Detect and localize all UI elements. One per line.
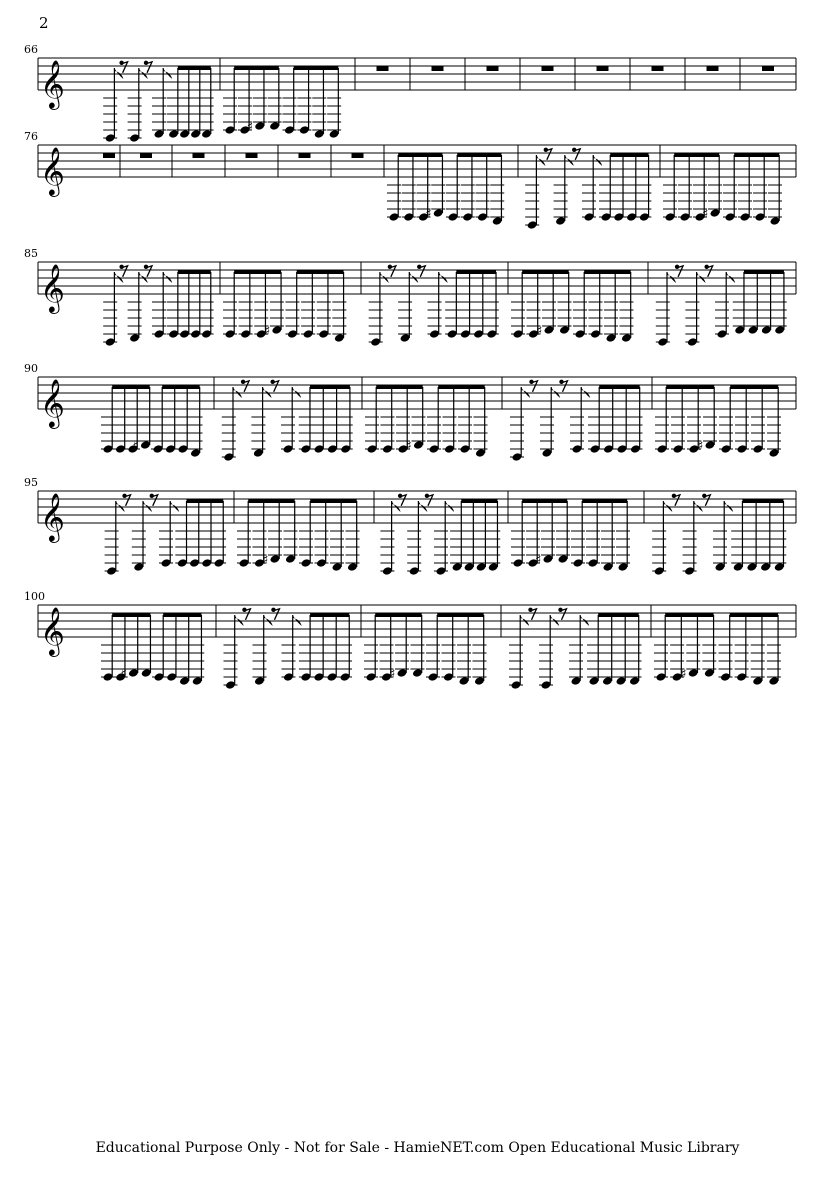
measure-number: 66 <box>24 43 38 56</box>
beam <box>297 271 344 275</box>
sharp-sign: ♯ <box>120 667 127 682</box>
beam <box>112 386 150 390</box>
eighth-rest-stem <box>546 149 552 160</box>
eighth-flag <box>581 387 590 398</box>
eighth-rest-stem <box>574 149 580 160</box>
treble-clef: 𝄞 <box>40 492 65 541</box>
beam <box>376 386 423 390</box>
measure-number: 76 <box>24 130 38 143</box>
eighth-rest-stem <box>243 381 249 392</box>
beam <box>456 271 496 275</box>
eighth-flag <box>551 387 560 398</box>
whole-rest <box>652 66 664 71</box>
whole-rest <box>103 153 115 158</box>
eighth-flag <box>409 272 418 283</box>
beam <box>744 271 784 275</box>
eighth-flag <box>580 615 589 626</box>
eighth-rest-stem <box>532 381 538 392</box>
footer-notice: Educational Purpose Only - Not for Sale - HamieNET.com Open Educational Music Library <box>95 1140 740 1156</box>
eighth-rest-stem <box>244 609 250 620</box>
beam <box>522 500 567 504</box>
sharp-sign: ♯ <box>132 439 139 454</box>
whole-rest <box>352 153 364 158</box>
beam <box>162 386 200 390</box>
beam <box>734 154 779 158</box>
eighth-flag <box>293 615 302 626</box>
eighth-flag <box>163 272 172 283</box>
beam <box>163 614 201 618</box>
beam <box>610 154 648 158</box>
eighth-flag <box>663 501 672 512</box>
beam <box>674 154 719 158</box>
measure-number: 100 <box>24 590 45 603</box>
treble-clef: 𝄞 <box>40 606 65 655</box>
beam <box>584 271 631 275</box>
eighth-rest-stem <box>273 609 279 620</box>
eighth-flag <box>521 387 530 398</box>
beam <box>742 500 783 504</box>
eighth-flag <box>114 272 123 283</box>
eighth-flag <box>697 272 706 283</box>
eighth-flag <box>694 501 703 512</box>
sharp-sign: ♯ <box>680 667 687 682</box>
eighth-rest-stem <box>419 266 425 277</box>
eighth-flag <box>143 501 152 512</box>
beam <box>457 154 501 158</box>
treble-clef: 𝄞 <box>40 263 65 312</box>
eighth-flag <box>139 272 148 283</box>
whole-rest <box>597 66 609 71</box>
sharp-sign: ♯ <box>246 120 254 135</box>
sharp-sign: ♯ <box>405 439 412 454</box>
eighth-flag <box>565 155 574 166</box>
beam <box>522 271 569 275</box>
eighth-rest-stem <box>400 495 406 506</box>
eighth-flag <box>536 155 545 166</box>
eighth-flag <box>235 615 244 626</box>
sharp-sign: ♯ <box>263 324 271 339</box>
eighth-flag <box>724 501 733 512</box>
eighth-rest-stem <box>125 495 131 506</box>
whole-rest <box>193 153 205 158</box>
whole-rest <box>762 66 774 71</box>
beam <box>178 67 211 71</box>
eighth-flag <box>233 387 242 398</box>
eighth-rest-stem <box>152 495 158 506</box>
whole-rest <box>432 66 444 71</box>
eighth-flag <box>116 501 125 512</box>
beam <box>461 500 497 504</box>
sharp-sign: ♯ <box>425 207 432 222</box>
beam <box>310 386 350 390</box>
eighth-rest-stem <box>561 609 567 620</box>
beam <box>582 500 627 504</box>
beam <box>398 154 442 158</box>
eighth-rest-stem <box>122 62 128 73</box>
whole-rest <box>246 153 258 158</box>
beam <box>598 614 639 618</box>
beam <box>248 500 295 504</box>
eighth-rest-stem <box>273 381 279 392</box>
beam <box>730 614 778 618</box>
beam <box>294 67 339 71</box>
eighth-flag <box>170 501 179 512</box>
eighth-rest-stem <box>427 495 433 506</box>
eighth-rest-stem <box>707 266 713 277</box>
beam <box>437 614 484 618</box>
eighth-flag <box>292 387 301 398</box>
eighth-flag <box>445 501 454 512</box>
beam <box>375 614 422 618</box>
eighth-rest-stem <box>146 62 152 73</box>
page-number: 2 <box>39 14 49 32</box>
beam <box>234 67 279 71</box>
measure-number: 90 <box>24 362 38 375</box>
sharp-sign: ♯ <box>262 553 269 568</box>
treble-clef: 𝄞 <box>40 59 65 108</box>
eighth-rest-stem <box>390 266 396 277</box>
eighth-flag <box>263 387 272 398</box>
beam <box>310 500 357 504</box>
sharp-sign: ♯ <box>697 439 704 454</box>
beam <box>665 614 713 618</box>
measure-number: 85 <box>24 247 38 260</box>
sharp-sign: ♯ <box>389 667 396 682</box>
eighth-rest-stem <box>146 266 152 277</box>
beam <box>112 614 150 618</box>
eighth-flag <box>520 615 529 626</box>
eighth-flag <box>726 272 735 283</box>
eighth-flag <box>550 615 559 626</box>
eighth-rest-stem <box>531 609 537 620</box>
eighth-rest-stem <box>677 266 683 277</box>
beam <box>438 386 485 390</box>
eighth-flag <box>264 615 273 626</box>
beam <box>178 271 211 275</box>
eighth-flag <box>114 68 123 79</box>
sharp-sign: ♯ <box>536 324 543 339</box>
whole-rest <box>377 66 389 71</box>
eighth-rest-stem <box>704 495 710 506</box>
eighth-rest-stem <box>674 495 680 506</box>
eighth-flag <box>439 272 448 283</box>
whole-rest <box>140 153 152 158</box>
eighth-flag <box>418 501 427 512</box>
eighth-flag <box>380 272 389 283</box>
whole-rest <box>542 66 554 71</box>
beam <box>234 271 281 275</box>
eighth-flag <box>593 155 602 166</box>
treble-clef: 𝄞 <box>40 378 65 427</box>
eighth-flag <box>667 272 676 283</box>
sharp-sign: ♯ <box>535 553 542 568</box>
whole-rest <box>299 153 311 158</box>
eighth-flag <box>392 501 401 512</box>
whole-rest <box>487 66 499 71</box>
beam <box>730 386 778 390</box>
eighth-flag <box>163 68 172 79</box>
beam <box>187 500 224 504</box>
beam <box>310 614 349 618</box>
treble-clef: 𝄞 <box>40 146 65 195</box>
beam <box>599 386 640 390</box>
sharp-sign: ♯ <box>702 207 709 222</box>
whole-rest <box>707 66 719 71</box>
eighth-rest-stem <box>562 381 568 392</box>
eighth-rest-stem <box>122 266 128 277</box>
beam <box>666 386 714 390</box>
eighth-flag <box>139 68 148 79</box>
measure-number: 95 <box>24 476 38 489</box>
